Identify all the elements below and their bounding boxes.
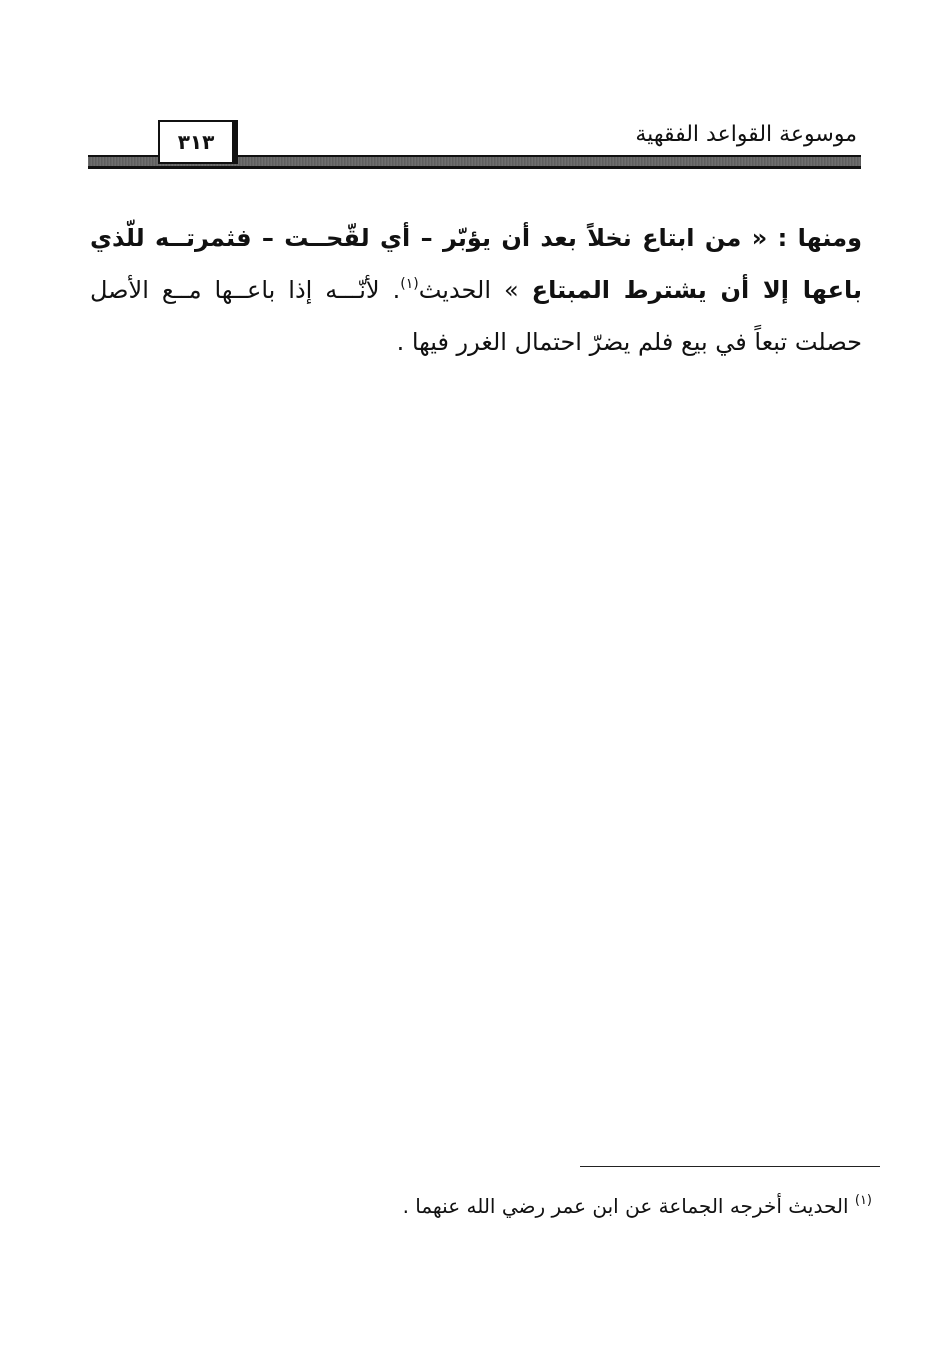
quote-close: » الحديث — [418, 276, 532, 304]
intro-label: ومنها : « — [741, 224, 862, 252]
hadith-quote: من ابتاع نخلاً بعد أن يؤبّر – أي لقّحــت – فثمرتــه للّذي باعها إلا أن يشترط المبتاع — [90, 224, 862, 304]
main-paragraph — [90, 212, 862, 368]
footnote — [403, 1194, 872, 1218]
running-title: موسوعة القواعد الفقهية — [635, 122, 857, 147]
paragraph-continuation: . لأنّـــه إذا باعــها مــع الأصل حصلت تبعاً في بيع فلم يضرّ احتمال الغرر فيها . — [90, 276, 862, 356]
footnote-separator — [580, 1166, 880, 1167]
footnote-reference[interactable]: (١) — [400, 276, 419, 292]
page-header — [88, 118, 861, 178]
footnote-mark: (١) — [854, 1193, 872, 1208]
page-number: ٣١٣ — [158, 120, 238, 164]
footnote-text: الحديث أخرجه الجماعة عن ابن عمر رضي الله عنهما . — [402, 1194, 849, 1218]
